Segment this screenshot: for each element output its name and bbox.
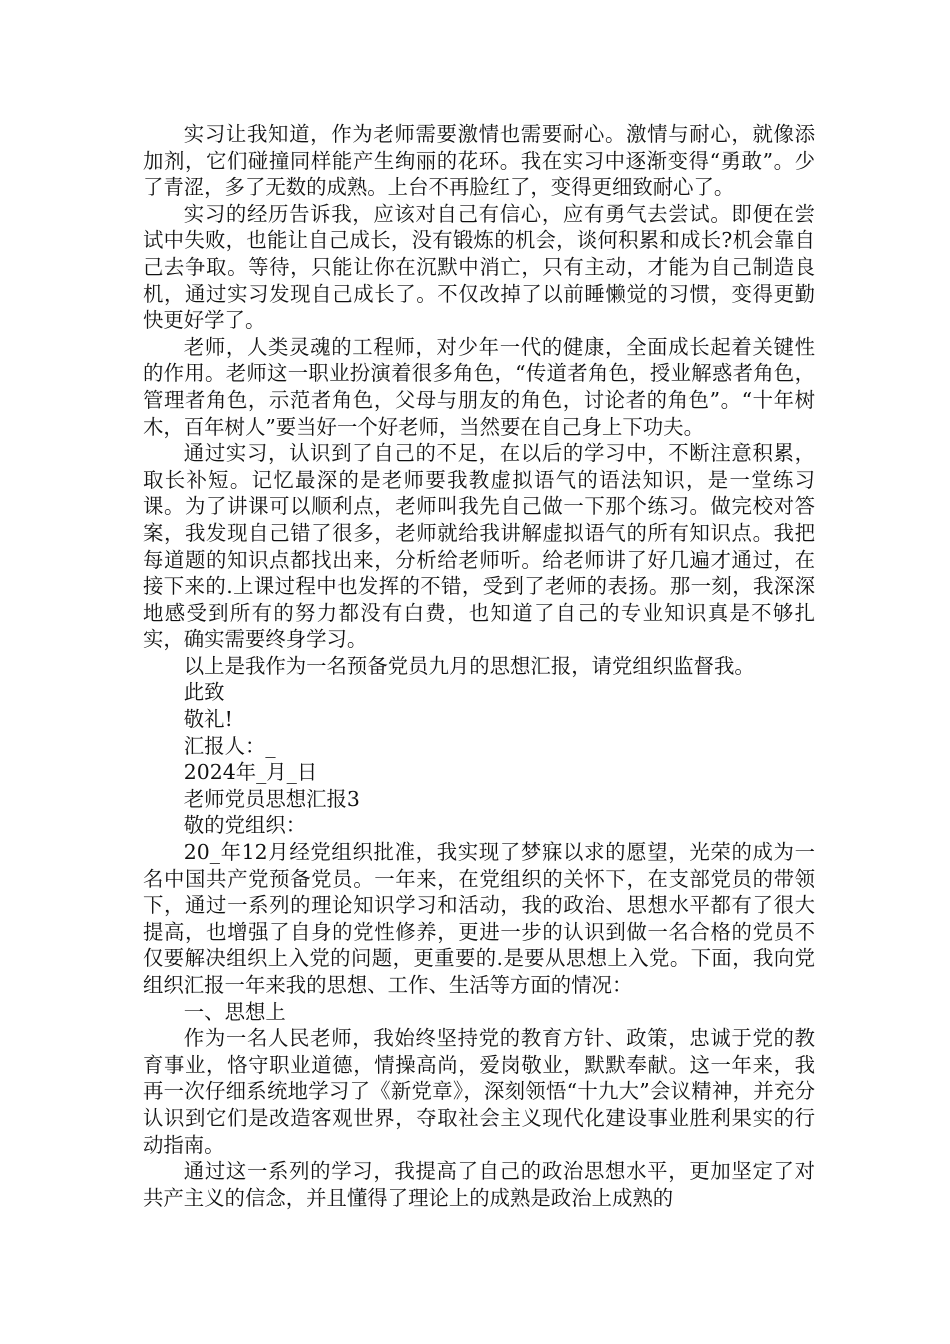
paragraph-teacher-loyalty: 作为一名人民老师，我始终坚持党的教育方针、政策，忠诚于党的教育事业，恪守职业道德，情操高尚，爱岗敬业，默默奉献。这一年来，我再一次仔细系统地学习了《新党章》，深刻领悟“十九大”会议精神，并充分认识到它们是改造客观世界，夺取社会主义现代化建设事业胜利果实的行动指南。 — [143, 1026, 815, 1157]
paragraph-internship-lesson: 通过实习，认识到了自己的不足，在以后的学习中，不断注意积累，取长补短。记忆最深的是老师要我教虚拟语气的语法知识，是一堂练习课。为了讲课可以顺利点，老师叫我先自己做一下那个练习。做完校对答案，我发现自己错了很多，老师就给我讲解虚拟语气的所有知识点。我把每道题的知识点都找出来，分析给老师听。给老师讲了好几遍才通过，在接下来的.上课过程中也发挥的不错，受到了老师的表扬。那一刻，我深深地感受到所有的努力都没有白费，也知道了自己的专业知识真是不够扎实，确实需要终身学习。 — [143, 441, 815, 652]
closing-statement: 以上是我作为一名预备党员九月的思想汇报，请党组织监督我。 — [183, 653, 755, 678]
reporter-line: 汇报人：_ — [183, 733, 276, 758]
date-line: 2024年_月_日 — [183, 760, 318, 785]
paragraph-party-approval: 20_年12月经党组织批准，我实现了梦寐以求的愿望，光荣的成为一名中国共产党预备党员。一年来，在党组织的关怀下，在支部党员的带领下，通过一系列的理论知识学习和活动，我的政治、思想水平都有了很大提高，也增强了自身的党性修养，更进一步的认识到做一名合格的党员不仅要解决组织上入党的问题，更重要的.是要从思想上入党。下面，我向党组织汇报一年来我的思想、工作、生活等方面的情况： — [143, 840, 815, 997]
salutation-jingli: 敬礼! — [183, 707, 233, 732]
document-body — [143, 121, 815, 1211]
paragraph-study-result: 通过这一系列的学习，我提高了自己的政治思想水平，更加坚定了对共产主义的信念，并且懂得了理论上的成熟是政治上成熟的 — [143, 1159, 815, 1210]
addressee-line: 敬的党组织： — [183, 813, 307, 838]
heading-thought: 一、思想上 — [183, 999, 286, 1024]
salutation-cizhi: 此致 — [183, 680, 225, 705]
section-title: 老师党员思想汇报3 — [183, 786, 360, 811]
paragraph-internship-passion: 实习让我知道，作为老师需要激情也需要耐心。激情与耐心，就像添加剂，它们碰撞同样能产生绚丽的花环。我在实习中逐渐变得“勇敢”。少了青涩，多了无数的成熟。上台不再脸红了，变得更细致耐心了。 — [143, 122, 815, 200]
paragraph-internship-confidence: 实习的经历告诉我，应该对自己有信心，应有勇气去尝试。即便在尝试中失败，也能让自己成长，没有锻炼的机会，谈何积累和成长?机会靠自己去争取。等待，只能让你在沉默中消亡，只有主动，才能为自己制造良机，通过实习发现自己成长了。不仅改掉了以前睡懒觉的习惯，变得更勤快更好学了。 — [143, 201, 815, 333]
paragraph-teacher-role: 老师，人类灵魂的工程师，对少年一代的健康，全面成长起着关键性的作用。老师这一职业扮演着很多角色，“传道者角色，授业解惑者角色，管理者角色，示范者角色，父母与朋友的角色，讨论者的角色”。“十年树木，百年树人”要当好一个好老师，当然要在自己身上下功夫。 — [143, 334, 815, 439]
